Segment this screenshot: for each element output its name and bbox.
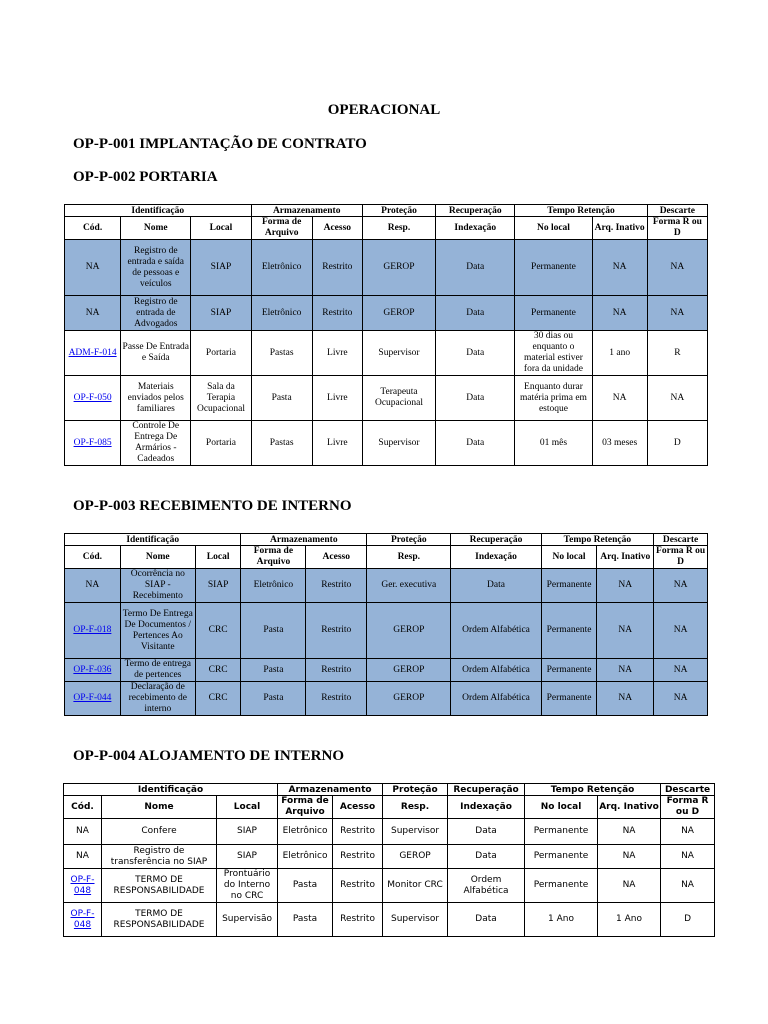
cell-resp: Supervisor — [383, 819, 448, 845]
cell-resp: Terapeuta Ocupacional — [362, 376, 435, 421]
column-header-forma-arquivo: Forma de Arquivo — [278, 796, 333, 819]
cell-local: SIAP — [191, 296, 251, 331]
document-code-link[interactable]: OP-F-036 — [73, 664, 112, 675]
cell-arq-inativo: NA — [592, 296, 647, 331]
cell-forma-arquivo: Pasta — [278, 869, 333, 903]
document-code-link[interactable]: ADM-F-014 — [68, 347, 117, 358]
column-header-cod: Cód. — [64, 796, 102, 819]
column-header-arq-inativo: Arq. Inativo — [597, 546, 654, 569]
cell-local: Sala da Terapia Ocupacional — [191, 376, 251, 421]
section-heading-op-p-002: OP-P-002 PORTARIA — [73, 169, 218, 185]
group-header-recuperacao: Recuperação — [448, 784, 525, 796]
section-heading-op-p-004: OP-P-004 ALOJAMENTO DE INTERNO — [73, 748, 344, 764]
cell-local: SIAP — [217, 819, 278, 845]
cell-nome: Termo De Entrega De Documentos / Pertences Ao Visitante — [120, 603, 195, 659]
cell-resp: GEROP — [383, 845, 448, 869]
table-row — [65, 240, 708, 296]
cell-arq-inativo: 1 ano — [592, 331, 647, 376]
table-row — [65, 603, 708, 659]
cell-forma-arquivo: Eletrônico — [278, 845, 333, 869]
table-recebimento-interno — [64, 533, 708, 716]
cell-cod — [65, 659, 121, 682]
document-code-link[interactable]: OP-F-085 — [73, 437, 112, 448]
column-header-acesso: Acesso — [312, 217, 362, 240]
column-header-acesso: Acesso — [306, 546, 367, 569]
column-header-resp: Resp. — [367, 546, 451, 569]
table-row — [65, 331, 708, 376]
cell-acesso: Restrito — [312, 240, 362, 296]
cell-descarte: D — [661, 903, 715, 937]
column-header-local: Local — [217, 796, 278, 819]
cell-cod — [65, 603, 121, 659]
cell-nome: Registro de transferência no SIAP — [102, 845, 217, 869]
column-header-nome: Nome — [102, 796, 217, 819]
cell-local: SIAP — [217, 845, 278, 869]
cell-cod: NA — [65, 569, 121, 603]
column-header-cod: Cód. — [65, 546, 121, 569]
cell-descarte: NA — [661, 845, 715, 869]
cell-nome: Controle De Entrega De Armários - Cadeados — [121, 421, 191, 466]
cell-cod — [65, 682, 121, 716]
column-header-no-local: No local — [525, 796, 598, 819]
group-header-descarte: Descarte — [661, 784, 715, 796]
cell-nome: Materiais enviados pelos familiares — [121, 376, 191, 421]
column-header-no-local: No local — [541, 546, 597, 569]
cell-no-local: Permanente — [515, 296, 592, 331]
cell-no-local: Enquanto durar matéria prima em estoque — [515, 376, 592, 421]
column-header-forma-arquivo: Forma de Arquivo — [241, 546, 306, 569]
cell-no-local: Permanente — [541, 603, 597, 659]
group-header-armazenamento: Armazenamento — [241, 534, 367, 546]
cell-arq-inativo: NA — [598, 845, 661, 869]
cell-no-local: Permanente — [525, 845, 598, 869]
cell-no-local: Permanente — [541, 682, 597, 716]
table-row — [65, 376, 708, 421]
cell-descarte: R — [647, 331, 707, 376]
group-header-descarte: Descarte — [647, 205, 707, 217]
column-header-indexacao: Indexação — [451, 546, 541, 569]
cell-forma-arquivo: Eletrônico — [251, 296, 312, 331]
cell-local: Supervisão — [217, 903, 278, 937]
cell-acesso: Restrito — [312, 296, 362, 331]
cell-forma-arquivo: Eletrônico — [251, 240, 312, 296]
column-header-forma-r-ou-d: Forma R ou D — [661, 796, 715, 819]
cell-no-local: Permanente — [525, 819, 598, 845]
cell-nome: Registro de entrada de Advogados — [121, 296, 191, 331]
group-header-recuperacao: Recuperação — [436, 205, 515, 217]
column-header-arq-inativo: Arq. Inativo — [592, 217, 647, 240]
cell-descarte: NA — [661, 869, 715, 903]
cell-indexacao: Data — [451, 569, 541, 603]
column-header-forma-r-ou-d: Forma R ou D — [654, 546, 708, 569]
cell-cod: NA — [65, 296, 121, 331]
cell-acesso: Livre — [312, 331, 362, 376]
document-code-link[interactable]: OP-F-048 — [70, 908, 95, 930]
group-header-protecao: Proteção — [367, 534, 451, 546]
cell-arq-inativo: NA — [592, 376, 647, 421]
cell-arq-inativo: NA — [597, 682, 654, 716]
cell-forma-arquivo: Pasta — [251, 376, 312, 421]
cell-indexacao: Ordem Alfabética — [451, 659, 541, 682]
cell-arq-inativo: NA — [598, 869, 661, 903]
document-code-link[interactable]: OP-F-048 — [70, 874, 95, 896]
cell-local: SIAP — [191, 240, 251, 296]
cell-cod: NA — [65, 240, 121, 296]
cell-nome: Confere — [102, 819, 217, 845]
cell-nome: Passe De Entrada e Saída — [121, 331, 191, 376]
column-header-local: Local — [191, 217, 251, 240]
cell-indexacao: Data — [436, 421, 515, 466]
cell-descarte: D — [647, 421, 707, 466]
cell-resp: Supervisor — [362, 331, 435, 376]
group-header-descarte: Descarte — [654, 534, 708, 546]
cell-resp: GEROP — [367, 659, 451, 682]
column-header-indexacao: Indexação — [448, 796, 525, 819]
cell-descarte: NA — [661, 819, 715, 845]
group-header-identificacao: Identificação — [64, 784, 278, 796]
cell-indexacao: Data — [436, 240, 515, 296]
cell-forma-arquivo: Pastas — [251, 421, 312, 466]
group-header-tempo-retencao: Tempo Retenção — [515, 205, 647, 217]
cell-cod — [64, 869, 102, 903]
table-portaria — [64, 204, 708, 466]
document-code-link[interactable]: OP-F-018 — [73, 625, 112, 635]
cell-arq-inativo: NA — [597, 569, 654, 603]
column-header-forma-arquivo: Forma de Arquivo — [251, 217, 312, 240]
column-header-nome: Nome — [120, 546, 195, 569]
cell-resp: Supervisor — [362, 421, 435, 466]
cell-forma-arquivo: Pasta — [241, 603, 306, 659]
cell-descarte: NA — [654, 659, 708, 682]
cell-local: Prontuário do Interno no CRC — [217, 869, 278, 903]
cell-cod — [65, 376, 121, 421]
cell-acesso: Livre — [312, 376, 362, 421]
cell-acesso: Restrito — [333, 845, 383, 869]
group-header-tempo-retencao: Tempo Retenção — [541, 534, 654, 546]
cell-no-local: 1 Ano — [525, 903, 598, 937]
cell-nome: Registro de entrada e saída de pessoas e veículos — [121, 240, 191, 296]
cell-arq-inativo: NA — [597, 603, 654, 659]
cell-acesso: Restrito — [306, 569, 367, 603]
group-header-recuperacao: Recuperação — [451, 534, 541, 546]
cell-indexacao: Ordem Alfabética — [451, 603, 541, 659]
cell-local: CRC — [195, 603, 241, 659]
cell-resp: GEROP — [362, 240, 435, 296]
cell-local: Portaria — [191, 331, 251, 376]
cell-cod: NA — [64, 845, 102, 869]
cell-acesso: Restrito — [306, 603, 367, 659]
cell-indexacao: Ordem Alfabética — [448, 869, 525, 903]
cell-local: SIAP — [195, 569, 241, 603]
cell-nome: TERMO DE RESPONSABILIDADE — [102, 903, 217, 937]
cell-arq-inativo: 1 Ano — [598, 903, 661, 937]
cell-descarte: NA — [654, 682, 708, 716]
cell-local: CRC — [195, 682, 241, 716]
group-header-armazenamento: Armazenamento — [251, 205, 362, 217]
document-code-link[interactable]: OP-F-044 — [73, 693, 112, 703]
cell-descarte: NA — [647, 296, 707, 331]
cell-descarte: NA — [654, 569, 708, 603]
group-header-protecao: Proteção — [383, 784, 448, 796]
column-header-arq-inativo: Arq. Inativo — [598, 796, 661, 819]
cell-no-local: Permanente — [525, 869, 598, 903]
cell-indexacao: Data — [448, 903, 525, 937]
column-header-resp: Resp. — [362, 217, 435, 240]
column-header-acesso: Acesso — [333, 796, 383, 819]
cell-arq-inativo: NA — [597, 659, 654, 682]
cell-nome: Declaração de recebimento de interno — [120, 682, 195, 716]
cell-nome: TERMO DE RESPONSABILIDADE — [102, 869, 217, 903]
table-alojamento-interno — [63, 783, 715, 937]
cell-cod: NA — [64, 819, 102, 845]
document-code-link[interactable]: OP-F-050 — [73, 392, 112, 403]
table-row — [65, 296, 708, 331]
group-header-tempo-retencao: Tempo Retenção — [525, 784, 661, 796]
cell-forma-arquivo: Eletrônico — [278, 819, 333, 845]
table-row — [64, 903, 715, 937]
cell-arq-inativo: NA — [592, 240, 647, 296]
cell-no-local: 30 dias ou enquanto o material estiver fora da unidade — [515, 331, 592, 376]
cell-acesso: Restrito — [306, 659, 367, 682]
cell-forma-arquivo: Pasta — [241, 682, 306, 716]
group-header-armazenamento: Armazenamento — [278, 784, 383, 796]
cell-no-local: Permanente — [541, 569, 597, 603]
section-heading-op-p-001: OP-P-001 IMPLANTAÇÃO DE CONTRATO — [73, 136, 367, 152]
group-header-identificacao: Identificação — [65, 205, 252, 217]
cell-indexacao: Data — [448, 819, 525, 845]
table-row — [64, 845, 715, 869]
group-header-protecao: Proteção — [362, 205, 435, 217]
cell-descarte: NA — [654, 603, 708, 659]
cell-resp: GEROP — [362, 296, 435, 331]
column-header-no-local: No local — [515, 217, 592, 240]
cell-local: Portaria — [191, 421, 251, 466]
cell-acesso: Livre — [312, 421, 362, 466]
section-heading-op-p-003: OP-P-003 RECEBIMENTO DE INTERNO — [73, 498, 352, 514]
cell-resp: Supervisor — [383, 903, 448, 937]
cell-acesso: Restrito — [306, 682, 367, 716]
cell-cod — [65, 421, 121, 466]
cell-resp: Monitor CRC — [383, 869, 448, 903]
cell-indexacao: Ordem Alfabética — [451, 682, 541, 716]
cell-acesso: Restrito — [333, 869, 383, 903]
cell-acesso: Restrito — [333, 903, 383, 937]
cell-resp: Ger. executiva — [367, 569, 451, 603]
cell-descarte: NA — [647, 240, 707, 296]
cell-nome: Ocorrência no SIAP - Recebimento — [120, 569, 195, 603]
cell-indexacao: Data — [436, 296, 515, 331]
group-header-identificacao: Identificação — [65, 534, 241, 546]
table-row — [64, 819, 715, 845]
cell-resp: GEROP — [367, 603, 451, 659]
table-row — [65, 659, 708, 682]
cell-indexacao: Data — [448, 845, 525, 869]
cell-no-local: 01 mês — [515, 421, 592, 466]
cell-no-local: Permanente — [515, 240, 592, 296]
column-header-local: Local — [195, 546, 241, 569]
table-row — [65, 421, 708, 466]
cell-descarte: NA — [647, 376, 707, 421]
cell-nome: Termo de entrega de pertences — [120, 659, 195, 682]
column-header-nome: Nome — [121, 217, 191, 240]
cell-no-local: Permanente — [541, 659, 597, 682]
cell-forma-arquivo: Pasta — [241, 659, 306, 682]
cell-forma-arquivo: Pastas — [251, 331, 312, 376]
cell-arq-inativo: NA — [598, 819, 661, 845]
cell-acesso: Restrito — [333, 819, 383, 845]
cell-indexacao: Data — [436, 376, 515, 421]
table-row — [65, 682, 708, 716]
column-header-indexacao: Indexação — [436, 217, 515, 240]
cell-cod — [65, 331, 121, 376]
cell-forma-arquivo: Pasta — [278, 903, 333, 937]
table-row — [64, 869, 715, 903]
cell-arq-inativo: 03 meses — [592, 421, 647, 466]
column-header-resp: Resp. — [383, 796, 448, 819]
cell-forma-arquivo: Eletrônico — [241, 569, 306, 603]
cell-local: CRC — [195, 659, 241, 682]
column-header-cod: Cód. — [65, 217, 121, 240]
cell-cod — [64, 903, 102, 937]
cell-resp: GEROP — [367, 682, 451, 716]
page-title: OPERACIONAL — [327, 102, 441, 118]
table-row — [65, 569, 708, 603]
cell-indexacao: Data — [436, 331, 515, 376]
column-header-forma-r-ou-d: Forma R ou D — [647, 217, 707, 240]
